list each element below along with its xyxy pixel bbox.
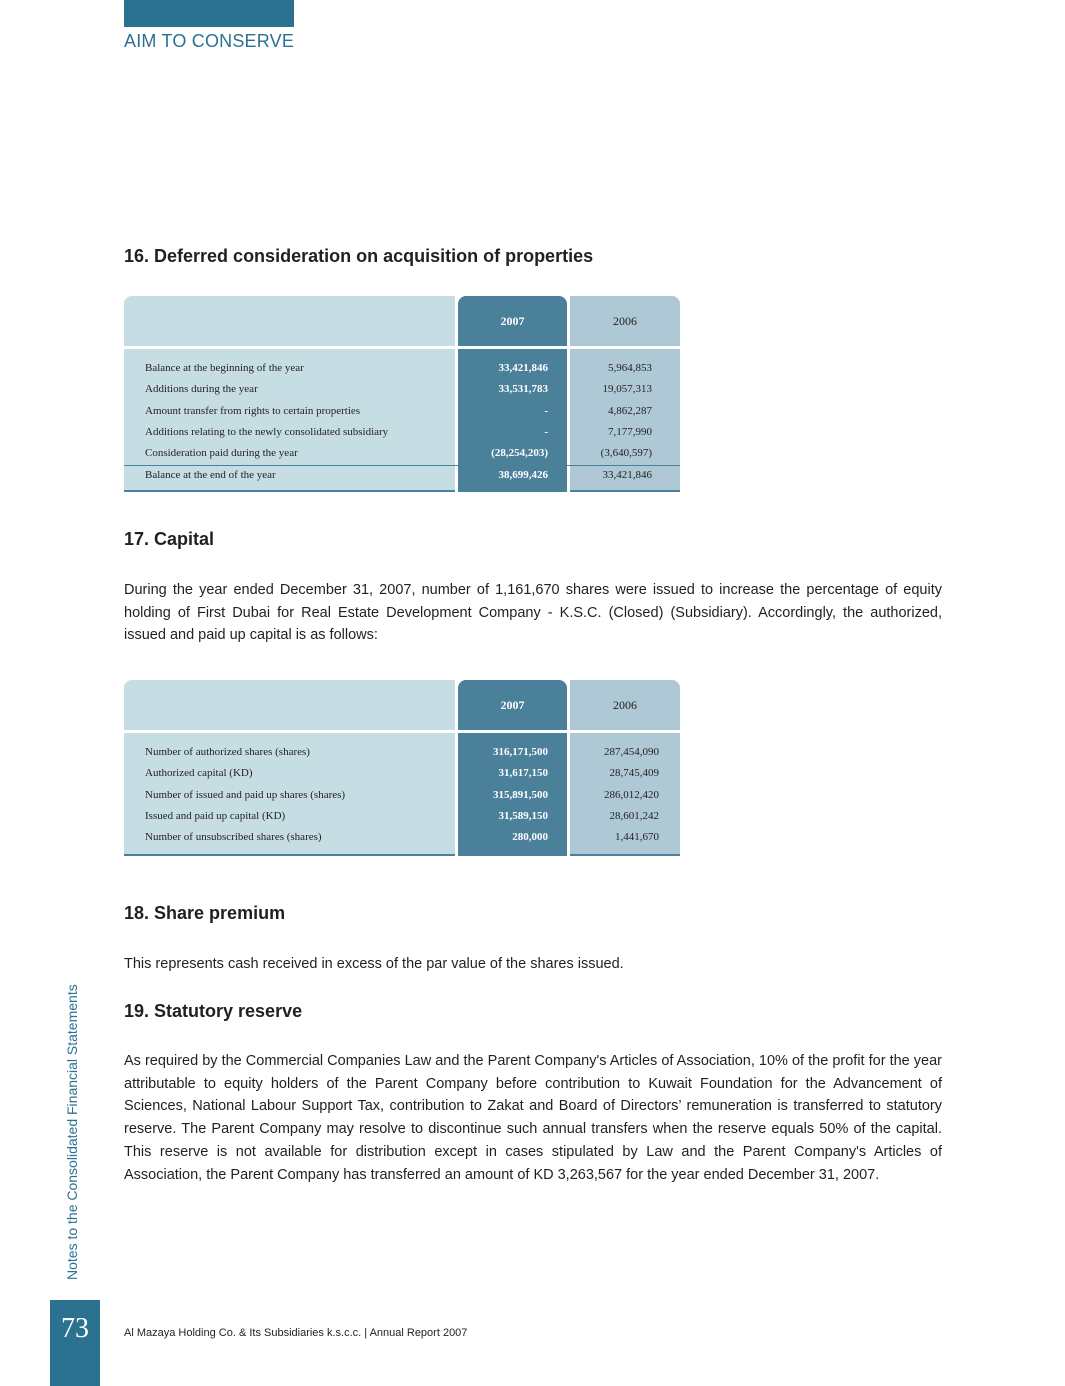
row-label: Authorized capital (KD) (145, 767, 253, 780)
value-2006: 19,057,313 (602, 383, 652, 396)
table-row (124, 764, 680, 785)
value-2006: (3,640,597) (600, 447, 652, 460)
value-2007: 33,531,783 (498, 383, 548, 396)
section-18-title: 18. Share premium (124, 903, 286, 923)
row-label: Issued and paid up capital (KD) (145, 809, 286, 822)
section-17-paragraph: During the year ended December 31, 2007, number of 1,161,670 shares were issued to increase the percentage of equity holding of First Dubai for Real Estate Development Company - K.S.C. (Closed) (Subsidiary). Accordingly, the authorized, issued and paid up capital is as follows: (124, 582, 942, 644)
header-color-bar (124, 0, 294, 27)
table-header-label-cell (124, 680, 455, 730)
section-19-title: 19. Statutory reserve (124, 1001, 303, 1021)
table-row (124, 380, 680, 401)
deferred-consideration-table (124, 296, 680, 492)
footer-text: Al Mazaya Holding Co. & Its Subsidiaries k.s.c.c. | Annual Report 2007 (124, 1327, 468, 1339)
brand-title: AIM TO CONSERVE (124, 31, 295, 51)
value-2006: 33,421,846 (602, 469, 652, 482)
table-row (124, 828, 680, 849)
table-row (124, 807, 680, 828)
row-label: Balance at the end of the year (145, 469, 276, 482)
side-section-label: Notes to the Consolidated Financial Statements (64, 984, 80, 1280)
row-label: Number of issued and paid up shares (shares) (145, 788, 346, 801)
value-2006: 286,012,420 (604, 788, 659, 801)
section-17-title: 17. Capital (124, 529, 215, 549)
value-2007: 31,589,150 (498, 809, 548, 822)
table-row (124, 423, 680, 444)
value-2006: 7,177,990 (608, 425, 652, 438)
section-16-title: 16. Deferred consideration on acquisition of properties (124, 246, 594, 266)
table-row (124, 359, 680, 380)
value-2007: (28,254,203) (491, 447, 548, 460)
value-2007: 31,617,150 (498, 767, 548, 780)
section-19-paragraph: As required by the Commercial Companies Law and the Parent Company's Articles of Association, 10% of the profit for the year attributable to equity holders of the Parent Company before contribution to Kuwait Foundation for the Advancement of Sciences, National Labour Support Tax, contribution to Zakat and Board of Directors’ remuneration is transferred to statutory reserve. The Parent Company may resolve to discontinue such annual transfers when the reserve equals 50% of the capital. This reserve is not available for distribution except in cases stipulated by Law and the Parent Company's Articles of Association, the Parent Company has transferred an amount of KD 3,263,567 for the year ended December 31, 2007. (124, 1053, 942, 1183)
value-2007: 316,171,500 (493, 746, 548, 758)
column-header-2007: 2007 (458, 296, 567, 346)
row-label: Number of authorized shares (shares) (145, 746, 310, 758)
table-row (124, 743, 680, 764)
column-header-2006: 2006 (570, 680, 680, 730)
table-row (124, 786, 680, 807)
value-2007: 38,699,426 (498, 469, 548, 482)
table-rows (124, 359, 680, 488)
section-18-paragraph: This represents cash received in excess of the par value of the shares issued. (124, 956, 624, 972)
value-2007: 33,421,846 (498, 362, 548, 374)
value-2007: 280,000 (512, 831, 548, 844)
row-label: Additions relating to the newly consolidated subsidiary (145, 425, 389, 438)
page-number: 73 (61, 1313, 89, 1344)
column-header-2007: 2007 (458, 680, 567, 730)
capital-table (124, 680, 680, 857)
value-2006: 1,441,670 (615, 831, 659, 844)
column-header-2006: 2006 (570, 296, 680, 346)
value-2006: 5,964,853 (608, 362, 652, 374)
table-row (124, 444, 680, 465)
value-2006: 28,601,242 (609, 809, 659, 822)
row-label: Additions during the year (145, 383, 258, 396)
row-label: Balance at the beginning of the year (145, 362, 304, 374)
table-row (124, 402, 680, 423)
table-rows (124, 743, 680, 849)
row-label: Number of unsubscribed shares (shares) (145, 831, 322, 844)
value-2006: 4,862,287 (608, 404, 652, 417)
value-2006: 28,745,409 (609, 767, 659, 780)
row-label: Consideration paid during the year (145, 447, 298, 460)
value-2007: - (544, 425, 548, 438)
value-2006: 287,454,090 (604, 746, 659, 758)
value-2007: 315,891,500 (493, 788, 548, 801)
row-label: Amount transfer from rights to certain properties (145, 404, 361, 417)
table-header-label-cell (124, 296, 455, 346)
value-2007: - (544, 404, 548, 417)
table-row-total (124, 465, 680, 487)
